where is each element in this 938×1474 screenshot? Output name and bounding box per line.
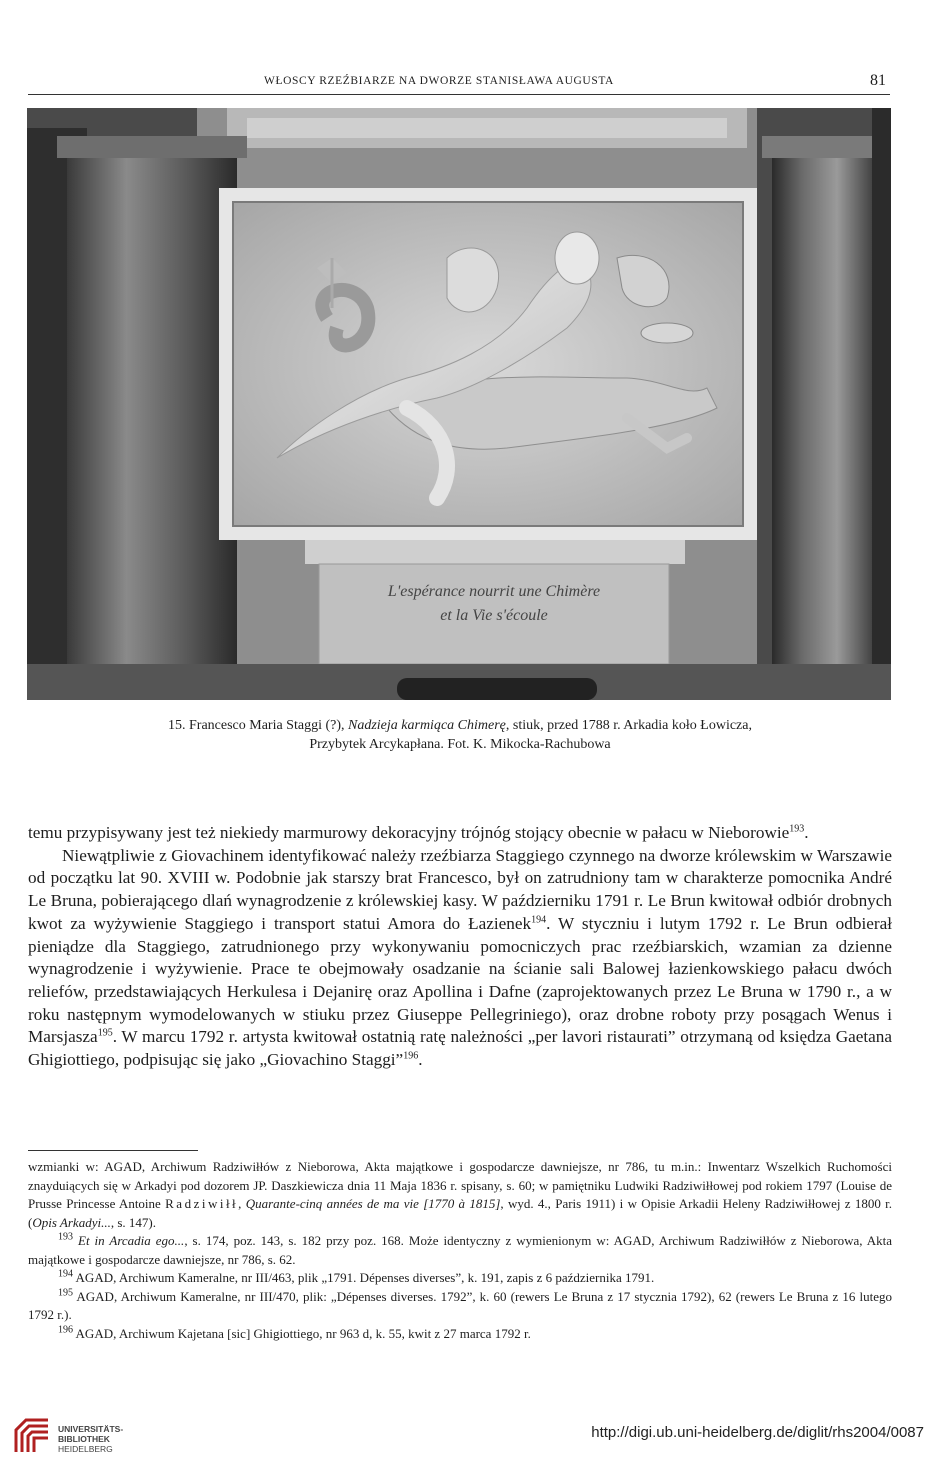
inscription-line1: L'espérance nourrit une Chimère: [387, 583, 601, 600]
right-column: [772, 148, 872, 700]
footnote-196-text: AGAD, Archiwum Kajetana [sic] Ghigiottiego, nr 963 d, k. 55, kwit z 27 marca 1792 r.: [75, 1325, 531, 1341]
paragraph-1: [28, 822, 892, 845]
paragraph-2: [28, 845, 892, 1072]
fn-cont-title2: Opis Arkadyi...: [32, 1214, 111, 1230]
library-line2: BIBLIOTHEK: [58, 1434, 110, 1444]
footnote-194-number: 194: [58, 1268, 73, 1280]
page-number: 81: [870, 72, 886, 89]
footnote-195-number: 195: [58, 1287, 73, 1299]
caption-suffix: , stiuk, przed 1788 r. Arkadia koło Łowicza,: [505, 718, 752, 733]
left-column: [67, 148, 237, 700]
footnote-195: [28, 1288, 892, 1325]
footnote-195-text: AGAD, Archiwum Kameralne, nr III/470, plik: „Dépenses diverses. 1792”, k. 60 (rewers Le Bruna z 17 stycznia 1792), 62 (rewers Le Bruna z 16 lutego 1792 r.).: [28, 1288, 892, 1322]
page-footer: [0, 1410, 938, 1474]
footnote-ref-196[interactable]: 196: [403, 1050, 419, 1062]
paragraph-2-end: .: [418, 1050, 423, 1070]
footnote-193-title: Et in Arcadia ego...: [78, 1233, 185, 1248]
library-line3: HEIDELBERG: [58, 1444, 113, 1454]
footnote-ref-194[interactable]: 194: [531, 914, 547, 926]
fn-cont-c: , wyd. 4., Paris 1911) i w Opisie Arkadii Heleny Radziwiłłowej z 1800 r. (: [28, 1196, 892, 1230]
footnote-196-number: 196: [58, 1324, 73, 1336]
fn-cont-d: , s. 147).: [110, 1214, 156, 1230]
library-logo-icon: [12, 1416, 52, 1456]
pedestal-cornice: [305, 540, 685, 564]
body-text: [28, 822, 892, 1072]
paragraph-2-text-a: Niewątpliwie z Giovachinem identyfikować należy rzeźbiarza Staggiego czynnego na dworze królewskim w Warszawie od początku lat 90. XVIII w. Podobnie jak starszy brat Francesco, był on zatrudniony tam w charakterze pomocnika André Le Bruna, pobierającego dlań wynagrodzenie z królewskiej kasy. W październiku 1791 r. Le Brun kwitował odbiór drobnych kwot za wyżywienie Staggiego i transport statui Amora do Łazienek: [28, 845, 892, 933]
relief-figure-head: [555, 232, 599, 284]
footnote-193-text: , s. 174, poz. 143, s. 182 przy poz. 168. Może identyczny z wymienionym w: AGAD, Archiwum Radziwiłłów z Nieborowa, Akta majątkowe i gospodarcze dawniejsze, nr 786, s. 62.: [28, 1233, 893, 1267]
source-url-link[interactable]: http://digi.ub.uni-heidelberg.de/diglit/rhs2004/0087: [591, 1424, 924, 1441]
running-header: [28, 72, 890, 95]
running-title: WŁOSCY RZEŹBIARZE NA DWORZE STANISŁAWA AUGUSTA: [264, 75, 614, 87]
footnote-196: [28, 1325, 892, 1344]
fn-cont-spaced: Radziwiłł: [165, 1196, 239, 1211]
paragraph-1-text: temu przypisywany jest też niekiedy marmurowy dekoracyjny trójnóg stojący obecnie w pałacu w Nieborowie: [28, 823, 790, 842]
paragraph-2-text-c: . W marcu 1792 r. artysta kwitował ostatnią ratę należności „per lavori ristaurati” otrzymaną od księdza Gaetana Ghigiottiego, podpisując się jako „Giovachino Staggi”: [28, 1027, 892, 1070]
paragraph-2-text-b: . W styczniu i lutym 1792 r. Le Brun odbierał pieniądze dla Staggiego, zatrudnionego przy wykonywaniu pomocniczych prac rzeźbiarskich, wzamian za dzienne wynagrodzenie i wyżywienie. Prace te obejmowały osadzanie na ścianie sali Balowej łazienkowskiego pałacu dwóch reliefów, przedstawiających Herkulesa i Dejanirę oraz Apollina i Dafne (zaprojektowanych przez Le Bruna w 1790 r., a w roku następnym wymodelowanych w stiuku przez Giuseppe Pellegriniego), oraz drobne roboty przy posągach Wenus i Marsjasza: [28, 913, 892, 1047]
paragraph-1-end: .: [804, 823, 809, 842]
footnote-ref-193[interactable]: 193: [789, 823, 805, 835]
footnote-continuation: [28, 1158, 892, 1232]
footnote-divider: [28, 1150, 198, 1151]
relief-photograph: [27, 108, 891, 700]
footnote-ref-195[interactable]: 195: [97, 1027, 113, 1039]
relief-plate: [641, 323, 693, 343]
fn-cont-title: Quarante-cinq années de ma vie [1770 à 1815]: [245, 1196, 501, 1211]
footnotes: [28, 1158, 892, 1343]
caption-title: Nadzieja karmiąca Chimerę: [348, 718, 506, 733]
library-name: [58, 1424, 123, 1454]
fn-cont-a: wzmianki w: AGAD, Archiwum Radziwiłłów z Nieborowa, Akta majątkowe i gospodarcze dawniejsze, nr 786, tu m.in.: Inwentarz Wszelkich Ruchomości znayduiących się w Arkadyi pod dozorem JP. Daszkiewicza dnia 11 Maja 1836 r. spisany, s. 60; w pamiętniku Ludwiki Radziwiłłowej pod rokiem 1797 (Louise de Prusse Princesse Antoine: [28, 1159, 892, 1211]
caption-line2: Przybytek Arcykapłana. Fot. K. Mikocka-Rachubowa: [309, 737, 611, 752]
footnote-193-number: 193: [58, 1231, 73, 1243]
library-line1: UNIVERSITÄTS-: [58, 1424, 124, 1434]
inscription-line2: et la Vie s'écoule: [440, 607, 548, 624]
footnote-194-text: AGAD, Archiwum Kameralne, nr III/463, plik „1791. Dépenses diverses”, k. 191, zapis z 6 października 1791.: [75, 1270, 655, 1285]
footnote-193: [28, 1232, 892, 1269]
figure-caption: [60, 716, 860, 754]
footnote-194: [28, 1269, 892, 1288]
caption-prefix: 15. Francesco Maria Staggi (?),: [168, 718, 348, 733]
fn-cont-b: ,: [238, 1196, 246, 1211]
